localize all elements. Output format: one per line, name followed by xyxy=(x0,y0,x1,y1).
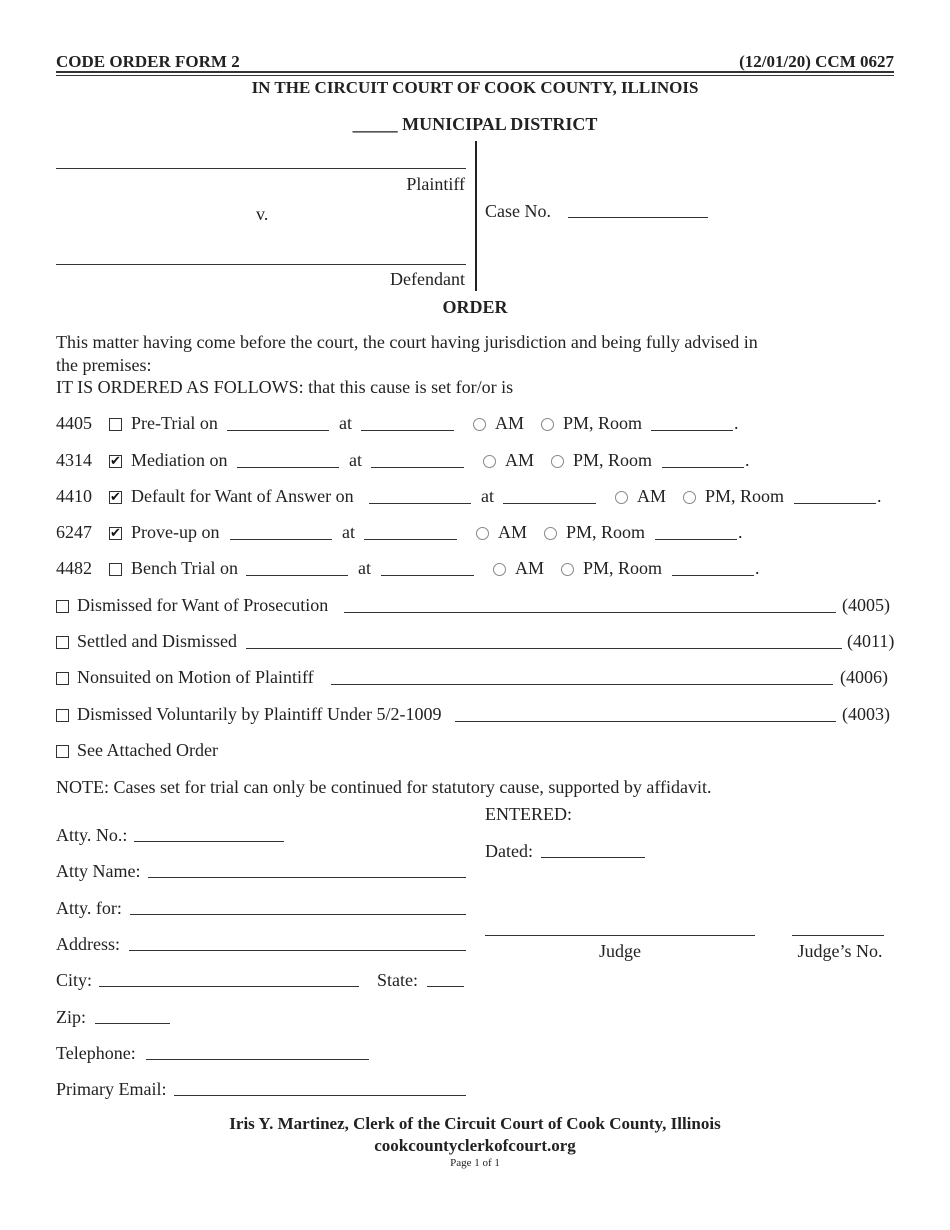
atty-for-label: Atty. for: xyxy=(56,898,122,918)
atty-name-label: Atty Name: xyxy=(56,861,141,881)
email-label: Primary Email: xyxy=(56,1079,167,1099)
am-label: AM xyxy=(637,486,667,506)
pm-room-label: PM, Room xyxy=(563,413,643,433)
date-field[interactable] xyxy=(369,503,471,504)
disposition-row xyxy=(0,595,950,619)
period: . xyxy=(738,522,743,542)
pm-radio[interactable] xyxy=(683,491,696,504)
disposition-row xyxy=(0,631,950,655)
order-title: ORDER xyxy=(442,297,508,317)
period: . xyxy=(877,486,882,506)
pm-radio[interactable] xyxy=(544,527,557,540)
setting-label: Prove-up on xyxy=(131,522,220,542)
disposition-row xyxy=(0,740,950,764)
setting-label: Pre-Trial on xyxy=(131,413,218,433)
plaintiff-line[interactable] xyxy=(56,168,466,169)
clerk-website[interactable]: cookcountyclerkofcourt.org xyxy=(374,1136,576,1155)
setting-checkbox[interactable] xyxy=(109,563,122,576)
address-field[interactable] xyxy=(129,950,466,951)
am-radio[interactable] xyxy=(476,527,489,540)
atty-no-field[interactable] xyxy=(134,841,284,842)
date-field[interactable] xyxy=(246,575,348,576)
at-label: at xyxy=(349,450,362,470)
am-label: AM xyxy=(515,558,545,578)
disposition-checkbox[interactable] xyxy=(56,600,69,613)
disposition-label: Dismissed Voluntarily by Plaintiff Under 5/2-1009 xyxy=(77,704,442,724)
preamble-line-3: IT IS ORDERED AS FOLLOWS: that this cause is set for/or is xyxy=(56,377,514,397)
am-radio[interactable] xyxy=(473,418,486,431)
disposition-label: Nonsuited on Motion of Plaintiff xyxy=(77,667,314,687)
time-field[interactable] xyxy=(503,503,596,504)
city-field[interactable] xyxy=(99,986,359,987)
setting-row xyxy=(0,486,950,510)
am-radio[interactable] xyxy=(615,491,628,504)
am-label: AM xyxy=(498,522,528,542)
disposition-label: Dismissed for Want of Prosecution xyxy=(77,595,329,615)
disposition-row xyxy=(0,667,950,691)
zip-label: Zip: xyxy=(56,1007,86,1027)
am-label: AM xyxy=(505,450,535,470)
atty-for-field[interactable] xyxy=(130,914,466,915)
header-rule-thin xyxy=(56,75,894,76)
setting-code: 4405 xyxy=(56,413,92,433)
am-radio[interactable] xyxy=(483,455,496,468)
at-label: at xyxy=(342,522,355,542)
trial-note: NOTE: Cases set for trial can only be continued for statutory cause, supported by affidavit. xyxy=(56,777,712,797)
disposition-label: See Attached Order xyxy=(77,740,218,760)
clerk-name: Iris Y. Martinez, Clerk of the Circuit Court of Cook County, Illinois xyxy=(229,1114,721,1133)
disposition-code: (4006) xyxy=(840,667,888,687)
pm-room-label: PM, Room xyxy=(583,558,663,578)
pm-room-label: PM, Room xyxy=(573,450,653,470)
period: . xyxy=(755,558,760,578)
case-no-field[interactable] xyxy=(568,217,708,218)
caption-divider xyxy=(475,141,477,291)
setting-code: 4314 xyxy=(56,450,92,470)
form-name: CODE ORDER FORM 2 xyxy=(56,52,240,71)
dated-label: Dated: xyxy=(485,841,533,861)
judge-no-label: Judge’s No. xyxy=(797,941,883,961)
at-label: at xyxy=(481,486,494,506)
pm-radio[interactable] xyxy=(561,563,574,576)
am-label: AM xyxy=(495,413,525,433)
date-field[interactable] xyxy=(230,539,332,540)
preamble-line-1: This matter having come before the court, the court having jurisdiction and being fully advised in xyxy=(56,332,758,352)
entered-label: ENTERED: xyxy=(485,804,572,824)
state-label: State: xyxy=(377,970,418,990)
versus-label: v. xyxy=(256,204,269,224)
setting-row xyxy=(0,522,950,546)
header-rule xyxy=(56,71,894,73)
room-field[interactable] xyxy=(672,575,754,576)
setting-code: 4482 xyxy=(56,558,92,578)
setting-row xyxy=(0,413,950,437)
defendant-label: Defendant xyxy=(390,269,465,289)
date-field[interactable] xyxy=(237,467,339,468)
state-field[interactable] xyxy=(427,986,464,987)
telephone-label: Telephone: xyxy=(56,1043,136,1063)
disposition-label: Settled and Dismissed xyxy=(77,631,237,651)
telephone-field[interactable] xyxy=(146,1059,369,1060)
pm-room-label: PM, Room xyxy=(705,486,785,506)
setting-label: Default for Want of Answer on xyxy=(131,486,354,506)
email-field[interactable] xyxy=(174,1095,466,1096)
setting-label: Bench Trial on xyxy=(131,558,239,578)
room-field[interactable] xyxy=(655,539,737,540)
district-title: _____ MUNICIPAL DISTRICT xyxy=(352,114,598,134)
disposition-field[interactable] xyxy=(246,648,842,649)
atty-no-label: Atty. No.: xyxy=(56,825,128,845)
setting-checkbox[interactable]: ✔ xyxy=(110,454,121,469)
period: . xyxy=(734,413,739,433)
zip-field[interactable] xyxy=(95,1023,170,1024)
disposition-row xyxy=(0,704,950,728)
defendant-line[interactable] xyxy=(56,264,466,265)
setting-label: Mediation on xyxy=(131,450,228,470)
setting-checkbox[interactable] xyxy=(109,418,122,431)
setting-row xyxy=(0,558,950,582)
pm-room-label: PM, Room xyxy=(566,522,646,542)
disposition-field[interactable] xyxy=(455,721,836,722)
setting-code: 6247 xyxy=(56,522,92,542)
disposition-checkbox[interactable] xyxy=(56,636,69,649)
city-label: City: xyxy=(56,970,93,990)
disposition-checkbox[interactable] xyxy=(56,672,69,685)
plaintiff-label: Plaintiff xyxy=(406,174,465,194)
atty-name-field[interactable] xyxy=(148,877,466,878)
period: . xyxy=(745,450,750,470)
disposition-code: (4005) xyxy=(842,595,890,615)
disposition-checkbox[interactable] xyxy=(56,709,69,722)
disposition-checkbox[interactable] xyxy=(56,745,69,758)
at-label: at xyxy=(339,413,352,433)
setting-row xyxy=(0,450,950,474)
setting-checkbox[interactable]: ✔ xyxy=(110,526,121,541)
date-field[interactable] xyxy=(227,430,329,431)
address-label: Address: xyxy=(56,934,120,954)
at-label: at xyxy=(358,558,371,578)
preamble-line-2: the premises: xyxy=(56,355,152,375)
judge-signature-line[interactable] xyxy=(485,935,755,936)
disposition-code: (4003) xyxy=(842,704,890,724)
room-field[interactable] xyxy=(651,430,733,431)
time-field[interactable] xyxy=(361,430,454,431)
disposition-code: (4011) xyxy=(847,631,895,651)
dated-field[interactable] xyxy=(541,857,645,858)
court-title: IN THE CIRCUIT COURT OF COOK COUNTY, ILLINOIS xyxy=(251,78,699,97)
page-number: Page 1 of 1 xyxy=(450,1157,500,1169)
room-field[interactable] xyxy=(794,503,876,504)
disposition-field[interactable] xyxy=(344,612,836,613)
room-field[interactable] xyxy=(662,467,744,468)
time-field[interactable] xyxy=(364,539,457,540)
pm-radio[interactable] xyxy=(541,418,554,431)
time-field[interactable] xyxy=(371,467,464,468)
am-radio[interactable] xyxy=(493,563,506,576)
pm-radio[interactable] xyxy=(551,455,564,468)
judge-label: Judge xyxy=(599,941,641,961)
judge-no-field[interactable] xyxy=(792,935,884,936)
case-no-label: Case No. xyxy=(485,201,551,221)
time-field[interactable] xyxy=(381,575,474,576)
disposition-field[interactable] xyxy=(331,684,833,685)
setting-checkbox[interactable]: ✔ xyxy=(110,490,121,505)
setting-code: 4410 xyxy=(56,486,92,506)
form-code: (12/01/20) CCM 0627 xyxy=(739,52,894,71)
